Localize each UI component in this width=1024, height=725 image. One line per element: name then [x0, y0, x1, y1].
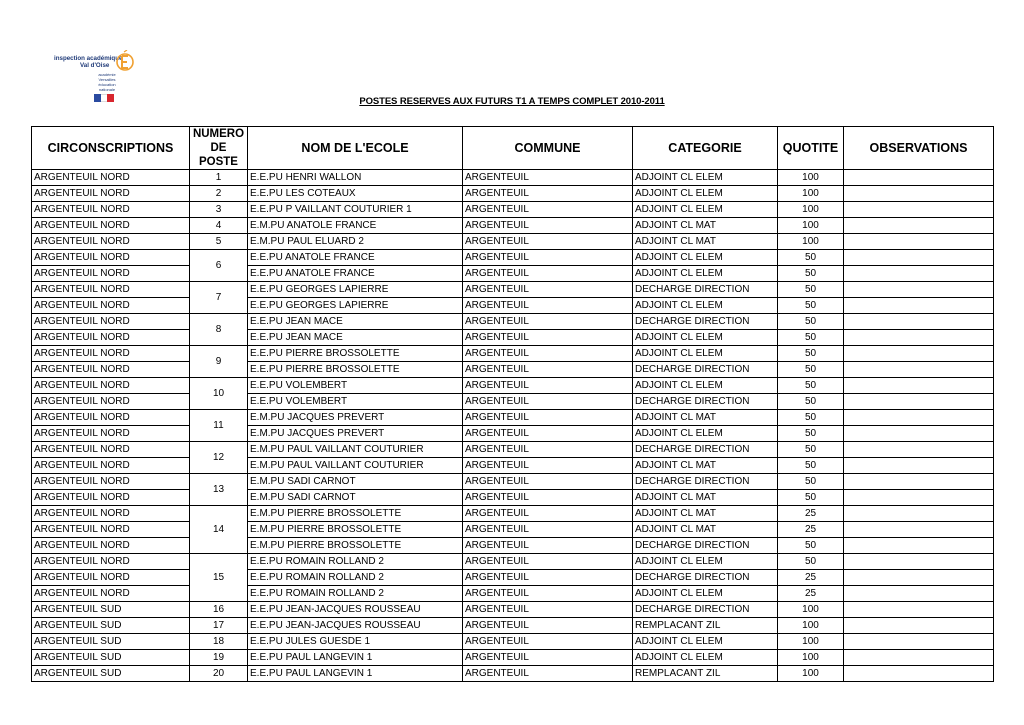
cell-quotite: 100 [778, 618, 844, 634]
cell-circonscription: ARGENTEUIL NORD [32, 314, 190, 330]
cell-quotite: 100 [778, 634, 844, 650]
cell-observations [844, 202, 994, 218]
cell-observations [844, 378, 994, 394]
cell-observations [844, 426, 994, 442]
cell-observations [844, 650, 994, 666]
cell-observations [844, 298, 994, 314]
postes-table [31, 126, 994, 682]
cell-commune: ARGENTEUIL [463, 330, 633, 346]
cell-categorie: DECHARGE DIRECTION [633, 394, 778, 410]
cell-categorie: REMPLACANT ZIL [633, 666, 778, 682]
cell-commune: ARGENTEUIL [463, 394, 633, 410]
cell-commune: ARGENTEUIL [463, 250, 633, 266]
cell-quotite: 50 [778, 410, 844, 426]
cell-nom-ecole: E.M.PU SADI CARNOT [248, 474, 463, 490]
cell-observations [844, 394, 994, 410]
cell-numero-poste: 16 [190, 602, 248, 618]
cell-circonscription: ARGENTEUIL NORD [32, 442, 190, 458]
cell-categorie: ADJOINT CL MAT [633, 234, 778, 250]
cell-numero-poste: 3 [190, 202, 248, 218]
cell-observations [844, 570, 994, 586]
cell-observations [844, 506, 994, 522]
cell-categorie: ADJOINT CL ELEM [633, 266, 778, 282]
cell-numero-poste: 20 [190, 666, 248, 682]
logo-sub-2: Versailles [98, 77, 116, 82]
cell-observations [844, 490, 994, 506]
cell-quotite: 100 [778, 218, 844, 234]
cell-categorie: ADJOINT CL ELEM [633, 650, 778, 666]
cell-quotite: 100 [778, 170, 844, 186]
cell-observations [844, 410, 994, 426]
cell-nom-ecole: E.E.PU P VAILLANT COUTURIER 1 [248, 202, 463, 218]
cell-quotite: 25 [778, 522, 844, 538]
cell-nom-ecole: E.E.PU HENRI WALLON [248, 170, 463, 186]
cell-nom-ecole: E.E.PU GEORGES LAPIERRE [248, 298, 463, 314]
cell-circonscription: ARGENTEUIL NORD [32, 378, 190, 394]
cell-nom-ecole: E.E.PU JEAN-JACQUES ROUSSEAU [248, 618, 463, 634]
cell-nom-ecole: E.M.PU PAUL VAILLANT COUTURIER [248, 442, 463, 458]
table-row [32, 570, 994, 586]
cell-circonscription: ARGENTEUIL NORD [32, 362, 190, 378]
cell-commune: ARGENTEUIL [463, 666, 633, 682]
cell-quotite: 50 [778, 394, 844, 410]
cell-nom-ecole: E.M.PU SADI CARNOT [248, 490, 463, 506]
logo-sub-3: éducation [98, 82, 116, 87]
cell-numero-poste: 6 [190, 250, 248, 282]
cell-circonscription: ARGENTEUIL SUD [32, 618, 190, 634]
cell-commune: ARGENTEUIL [463, 538, 633, 554]
table-row [32, 602, 994, 618]
header-numero-line2: DE POSTE [199, 142, 238, 168]
cell-categorie: ADJOINT CL ELEM [633, 298, 778, 314]
table-row [32, 458, 994, 474]
cell-quotite: 100 [778, 202, 844, 218]
cell-quotite: 25 [778, 570, 844, 586]
cell-nom-ecole: E.E.PU PIERRE BROSSOLETTE [248, 346, 463, 362]
table-row [32, 394, 994, 410]
table-row [32, 234, 994, 250]
header-circonscriptions: CIRCONSCRIPTIONS [32, 127, 190, 170]
cell-quotite: 50 [778, 330, 844, 346]
cell-commune: ARGENTEUIL [463, 426, 633, 442]
cell-nom-ecole: E.E.PU PIERRE BROSSOLETTE [248, 362, 463, 378]
header-quotite: QUOTITE [778, 127, 844, 170]
cell-categorie: ADJOINT CL ELEM [633, 378, 778, 394]
cell-categorie: DECHARGE DIRECTION [633, 538, 778, 554]
cell-circonscription: ARGENTEUIL NORD [32, 250, 190, 266]
header-nom-ecole: NOM DE L'ECOLE [248, 127, 463, 170]
cell-circonscription: ARGENTEUIL NORD [32, 570, 190, 586]
table-row [32, 538, 994, 554]
cell-nom-ecole: E.M.PU PIERRE BROSSOLETTE [248, 506, 463, 522]
cell-observations [844, 474, 994, 490]
cell-circonscription: ARGENTEUIL SUD [32, 634, 190, 650]
logo-sub-4: nationale [98, 87, 116, 92]
cell-observations [844, 362, 994, 378]
cell-categorie: DECHARGE DIRECTION [633, 282, 778, 298]
table-row [32, 170, 994, 186]
header-categorie: CATEGORIE [633, 127, 778, 170]
cell-quotite: 50 [778, 250, 844, 266]
cell-nom-ecole: E.E.PU PAUL LANGEVIN 1 [248, 650, 463, 666]
cell-circonscription: ARGENTEUIL NORD [32, 506, 190, 522]
cell-circonscription: ARGENTEUIL NORD [32, 282, 190, 298]
cell-observations [844, 538, 994, 554]
cell-observations [844, 282, 994, 298]
cell-categorie: ADJOINT CL ELEM [633, 346, 778, 362]
cell-circonscription: ARGENTEUIL NORD [32, 458, 190, 474]
cell-numero-poste: 17 [190, 618, 248, 634]
table-row [32, 218, 994, 234]
cell-commune: ARGENTEUIL [463, 202, 633, 218]
cell-observations [844, 554, 994, 570]
cell-observations [844, 346, 994, 362]
cell-numero-poste: 12 [190, 442, 248, 474]
cell-commune: ARGENTEUIL [463, 378, 633, 394]
cell-commune: ARGENTEUIL [463, 218, 633, 234]
cell-observations [844, 234, 994, 250]
table-row [32, 426, 994, 442]
table-row [32, 490, 994, 506]
cell-observations [844, 218, 994, 234]
cell-observations [844, 602, 994, 618]
table-row [32, 346, 994, 362]
table-row [32, 330, 994, 346]
cell-commune: ARGENTEUIL [463, 490, 633, 506]
cell-quotite: 50 [778, 298, 844, 314]
cell-quotite: 50 [778, 554, 844, 570]
cell-observations [844, 458, 994, 474]
cell-nom-ecole: E.M.PU ANATOLE FRANCE [248, 218, 463, 234]
cell-quotite: 50 [778, 474, 844, 490]
cell-numero-poste: 5 [190, 234, 248, 250]
cell-circonscription: ARGENTEUIL NORD [32, 394, 190, 410]
cell-circonscription: ARGENTEUIL NORD [32, 474, 190, 490]
table-row [32, 378, 994, 394]
table-row [32, 410, 994, 426]
cell-observations [844, 186, 994, 202]
cell-categorie: ADJOINT CL MAT [633, 410, 778, 426]
cell-commune: ARGENTEUIL [463, 474, 633, 490]
cell-quotite: 25 [778, 586, 844, 602]
table-row [32, 634, 994, 650]
cell-observations [844, 170, 994, 186]
cell-circonscription: ARGENTEUIL NORD [32, 490, 190, 506]
cell-categorie: DECHARGE DIRECTION [633, 362, 778, 378]
cell-commune: ARGENTEUIL [463, 266, 633, 282]
table-row [32, 618, 994, 634]
cell-circonscription: ARGENTEUIL NORD [32, 522, 190, 538]
cell-quotite: 100 [778, 666, 844, 682]
cell-commune: ARGENTEUIL [463, 314, 633, 330]
cell-numero-poste: 2 [190, 186, 248, 202]
cell-categorie: ADJOINT CL ELEM [633, 186, 778, 202]
cell-nom-ecole: E.E.PU ROMAIN ROLLAND 2 [248, 570, 463, 586]
cell-quotite: 50 [778, 346, 844, 362]
cell-quotite: 50 [778, 266, 844, 282]
document-title: POSTES RESERVES AUX FUTURS T1 A TEMPS COMPLET 2010-2011 [359, 96, 665, 107]
cell-numero-poste: 18 [190, 634, 248, 650]
table-row [32, 314, 994, 330]
cell-commune: ARGENTEUIL [463, 650, 633, 666]
cell-observations [844, 250, 994, 266]
cell-nom-ecole: E.E.PU VOLEMBERT [248, 394, 463, 410]
cell-observations [844, 618, 994, 634]
cell-quotite: 100 [778, 234, 844, 250]
logo-text [54, 55, 122, 69]
cell-numero-poste: 11 [190, 410, 248, 442]
cell-categorie: ADJOINT CL MAT [633, 522, 778, 538]
cell-nom-ecole: E.M.PU JACQUES PREVERT [248, 426, 463, 442]
header-commune: COMMUNE [463, 127, 633, 170]
cell-nom-ecole: E.M.PU PAUL VAILLANT COUTURIER [248, 458, 463, 474]
cell-circonscription: ARGENTEUIL NORD [32, 554, 190, 570]
cell-circonscription: ARGENTEUIL NORD [32, 186, 190, 202]
cell-commune: ARGENTEUIL [463, 282, 633, 298]
cell-circonscription: ARGENTEUIL NORD [32, 330, 190, 346]
cell-nom-ecole: E.M.PU JACQUES PREVERT [248, 410, 463, 426]
cell-categorie: ADJOINT CL ELEM [633, 202, 778, 218]
cell-numero-poste: 14 [190, 506, 248, 554]
cell-nom-ecole: E.M.PU PIERRE BROSSOLETTE [248, 522, 463, 538]
cell-commune: ARGENTEUIL [463, 410, 633, 426]
cell-quotite: 100 [778, 602, 844, 618]
cell-numero-poste: 9 [190, 346, 248, 378]
table-row [32, 186, 994, 202]
cell-nom-ecole: E.E.PU PAUL LANGEVIN 1 [248, 666, 463, 682]
cell-observations [844, 586, 994, 602]
cell-categorie: DECHARGE DIRECTION [633, 474, 778, 490]
table-row [32, 250, 994, 266]
cell-circonscription: ARGENTEUIL NORD [32, 266, 190, 282]
cell-categorie: DECHARGE DIRECTION [633, 442, 778, 458]
table-row [32, 522, 994, 538]
cell-commune: ARGENTEUIL [463, 170, 633, 186]
cell-nom-ecole: E.E.PU ROMAIN ROLLAND 2 [248, 554, 463, 570]
table-row [32, 362, 994, 378]
cell-circonscription: ARGENTEUIL NORD [32, 170, 190, 186]
cell-circonscription: ARGENTEUIL NORD [32, 538, 190, 554]
cell-categorie: REMPLACANT ZIL [633, 618, 778, 634]
header-observations: OBSERVATIONS [844, 127, 994, 170]
logo-line2: Val d'Oise [80, 62, 110, 69]
cell-commune: ARGENTEUIL [463, 458, 633, 474]
cell-observations [844, 330, 994, 346]
cell-categorie: ADJOINT CL MAT [633, 218, 778, 234]
cell-categorie: ADJOINT CL ELEM [633, 586, 778, 602]
cell-nom-ecole: E.E.PU GEORGES LAPIERRE [248, 282, 463, 298]
table-row [32, 586, 994, 602]
cell-quotite: 50 [778, 282, 844, 298]
cell-nom-ecole: E.E.PU ROMAIN ROLLAND 2 [248, 586, 463, 602]
cell-circonscription: ARGENTEUIL SUD [32, 666, 190, 682]
cell-categorie: ADJOINT CL ELEM [633, 170, 778, 186]
cell-quotite: 50 [778, 490, 844, 506]
header-numero-line1: NUMERO [192, 128, 245, 140]
cell-commune: ARGENTEUIL [463, 602, 633, 618]
cell-observations [844, 314, 994, 330]
cell-observations [844, 522, 994, 538]
cell-circonscription: ARGENTEUIL NORD [32, 586, 190, 602]
cell-quotite: 50 [778, 378, 844, 394]
cell-nom-ecole: E.E.PU JEAN MACE [248, 314, 463, 330]
cell-observations [844, 666, 994, 682]
cell-categorie: DECHARGE DIRECTION [633, 570, 778, 586]
cell-quotite: 50 [778, 362, 844, 378]
cell-categorie: ADJOINT CL MAT [633, 506, 778, 522]
cell-commune: ARGENTEUIL [463, 346, 633, 362]
cell-numero-poste: 7 [190, 282, 248, 314]
table-row [32, 282, 994, 298]
cell-numero-poste: 15 [190, 554, 248, 602]
cell-categorie: ADJOINT CL MAT [633, 458, 778, 474]
cell-quotite: 50 [778, 314, 844, 330]
cell-quotite: 50 [778, 538, 844, 554]
logo-subtext [95, 72, 119, 92]
cell-categorie: ADJOINT CL MAT [633, 490, 778, 506]
cell-commune: ARGENTEUIL [463, 522, 633, 538]
cell-numero-poste: 1 [190, 170, 248, 186]
cell-quotite: 25 [778, 506, 844, 522]
cell-nom-ecole: E.E.PU JEAN-JACQUES ROUSSEAU [248, 602, 463, 618]
cell-circonscription: ARGENTEUIL SUD [32, 602, 190, 618]
logo-e-icon [116, 50, 134, 72]
cell-quotite: 50 [778, 442, 844, 458]
cell-nom-ecole: E.E.PU ANATOLE FRANCE [248, 250, 463, 266]
cell-circonscription: ARGENTEUIL NORD [32, 426, 190, 442]
cell-commune: ARGENTEUIL [463, 234, 633, 250]
cell-categorie: ADJOINT CL ELEM [633, 250, 778, 266]
cell-nom-ecole: E.E.PU JULES GUESDE 1 [248, 634, 463, 650]
cell-numero-poste: 19 [190, 650, 248, 666]
cell-quotite: 50 [778, 426, 844, 442]
logo-line1: inspection académique [54, 55, 123, 62]
table-body [32, 170, 994, 682]
cell-nom-ecole: E.E.PU VOLEMBERT [248, 378, 463, 394]
table-row [32, 298, 994, 314]
cell-circonscription: ARGENTEUIL NORD [32, 218, 190, 234]
cell-commune: ARGENTEUIL [463, 362, 633, 378]
cell-quotite: 50 [778, 458, 844, 474]
cell-nom-ecole: E.E.PU JEAN MACE [248, 330, 463, 346]
cell-nom-ecole: E.M.PU PIERRE BROSSOLETTE [248, 538, 463, 554]
cell-categorie: ADJOINT CL ELEM [633, 634, 778, 650]
cell-circonscription: ARGENTEUIL NORD [32, 234, 190, 250]
cell-nom-ecole: E.E.PU ANATOLE FRANCE [248, 266, 463, 282]
table-row [32, 506, 994, 522]
cell-commune: ARGENTEUIL [463, 618, 633, 634]
cell-commune: ARGENTEUIL [463, 634, 633, 650]
cell-categorie: DECHARGE DIRECTION [633, 602, 778, 618]
cell-commune: ARGENTEUIL [463, 442, 633, 458]
cell-categorie: DECHARGE DIRECTION [633, 314, 778, 330]
cell-numero-poste: 13 [190, 474, 248, 506]
cell-categorie: ADJOINT CL ELEM [633, 554, 778, 570]
logo-sub-1: académie [98, 72, 116, 77]
cell-commune: ARGENTEUIL [463, 554, 633, 570]
table-row [32, 442, 994, 458]
cell-observations [844, 442, 994, 458]
cell-nom-ecole: E.M.PU PAUL ELUARD 2 [248, 234, 463, 250]
cell-circonscription: ARGENTEUIL NORD [32, 346, 190, 362]
cell-commune: ARGENTEUIL [463, 298, 633, 314]
cell-commune: ARGENTEUIL [463, 570, 633, 586]
cell-circonscription: ARGENTEUIL NORD [32, 202, 190, 218]
cell-commune: ARGENTEUIL [463, 586, 633, 602]
cell-observations [844, 266, 994, 282]
cell-numero-poste: 4 [190, 218, 248, 234]
cell-circonscription: ARGENTEUIL SUD [32, 650, 190, 666]
cell-circonscription: ARGENTEUIL NORD [32, 298, 190, 314]
table-row [32, 666, 994, 682]
cell-commune: ARGENTEUIL [463, 506, 633, 522]
cell-quotite: 100 [778, 650, 844, 666]
cell-commune: ARGENTEUIL [463, 186, 633, 202]
cell-categorie: ADJOINT CL ELEM [633, 330, 778, 346]
table-row [32, 650, 994, 666]
cell-numero-poste: 8 [190, 314, 248, 346]
cell-quotite: 100 [778, 186, 844, 202]
cell-numero-poste: 10 [190, 378, 248, 410]
table-row [32, 474, 994, 490]
table-header-row [32, 127, 994, 170]
table-row [32, 266, 994, 282]
table-row [32, 554, 994, 570]
cell-circonscription: ARGENTEUIL NORD [32, 410, 190, 426]
header-numero-poste [190, 127, 248, 170]
cell-categorie: ADJOINT CL ELEM [633, 426, 778, 442]
cell-nom-ecole: E.E.PU LES COTEAUX [248, 186, 463, 202]
table-row [32, 202, 994, 218]
cell-observations [844, 634, 994, 650]
